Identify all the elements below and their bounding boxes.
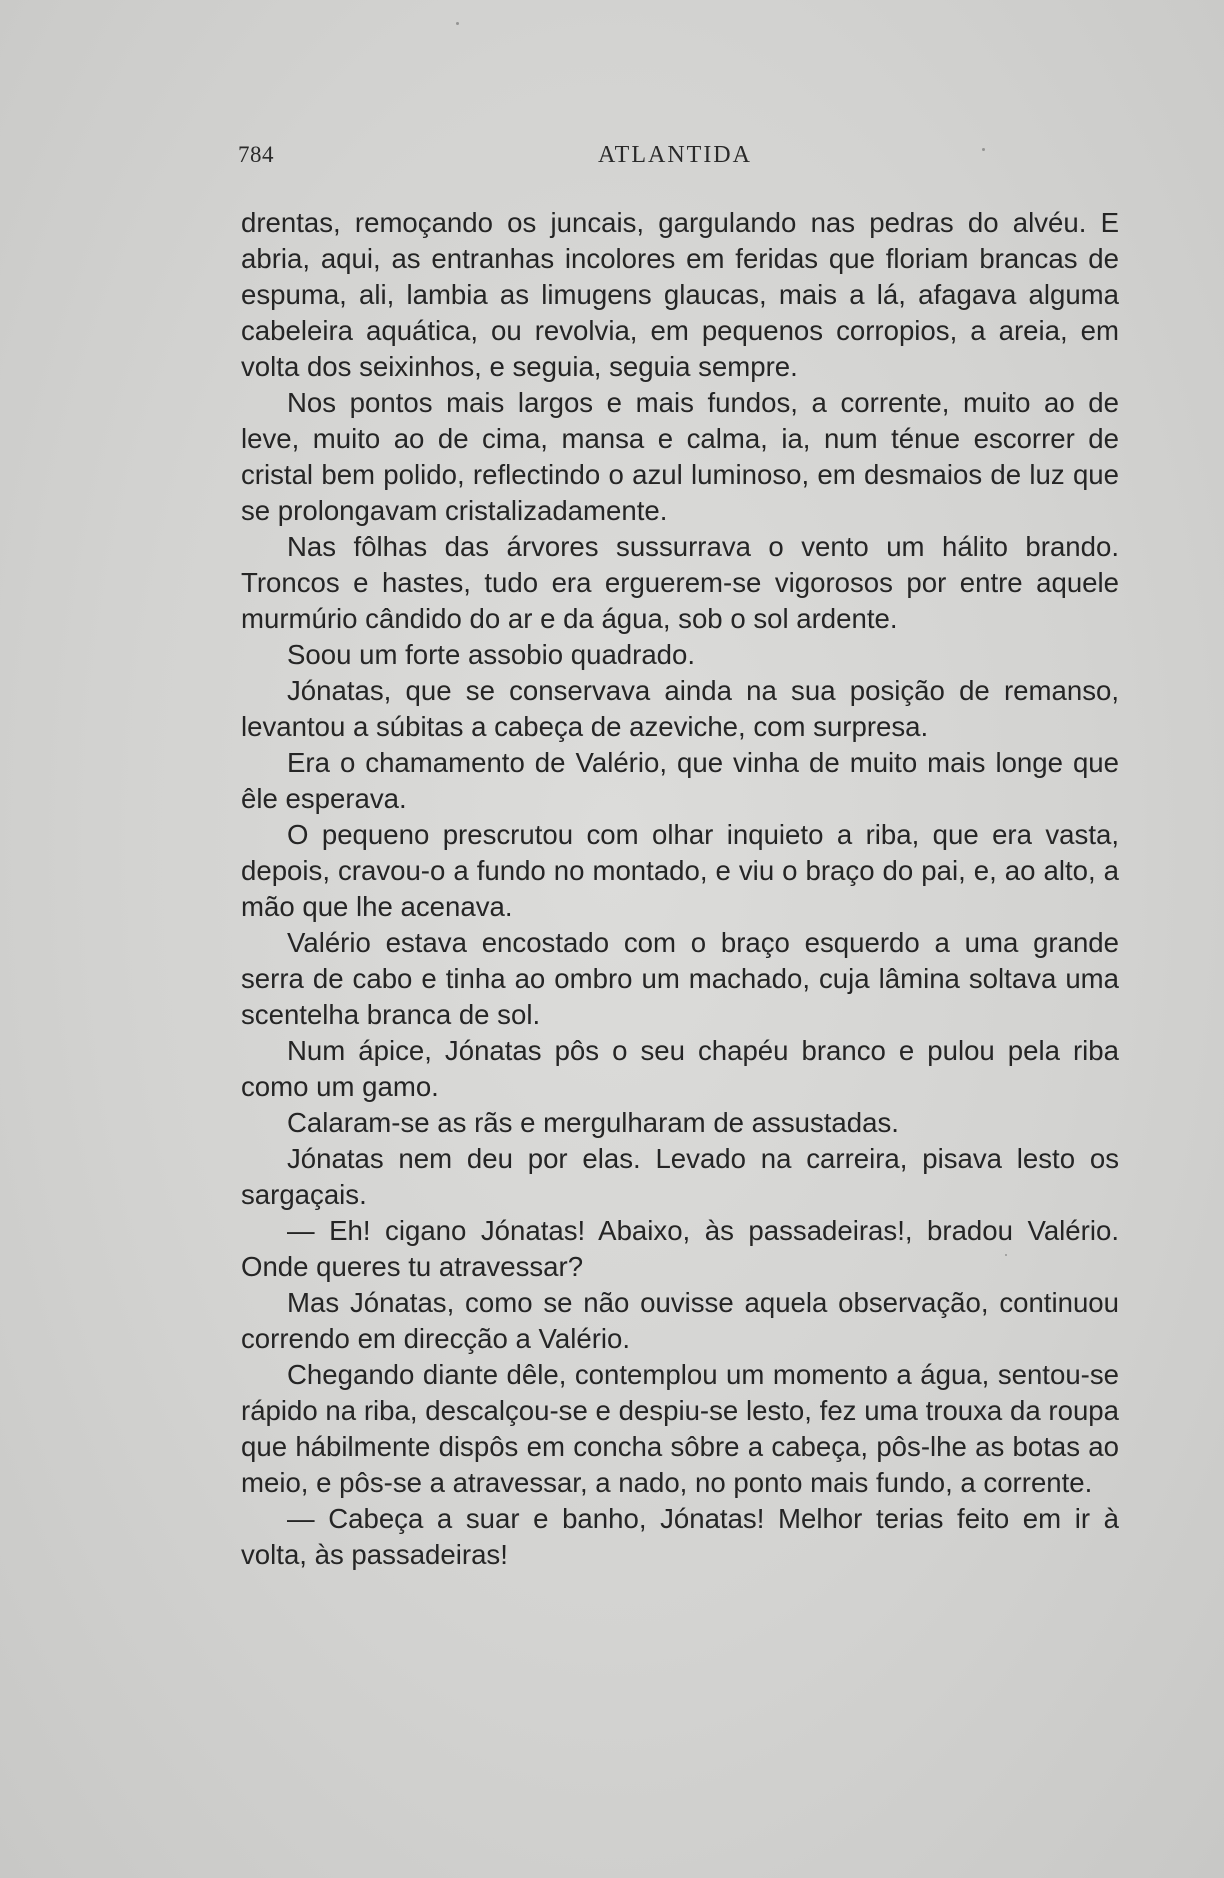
paragraph: Calaram-se as rãs e mergulharam de assustadas. <box>287 1107 899 1138</box>
paragraph: drentas, remoçando os juncais, gargulando nas pedras do alvéu. E abria, aqui, as entranhas incolores em feridas que floriam brancas de espuma, ali, lambia as limugens glaucas, mais a lá, afagava alguma cabeleira aquática, ou revolvia, em pequenos corropios, a areia, em volta dos seixinhos, e seguia, seguia sempre. <box>241 207 1119 382</box>
scan-speck <box>982 148 985 151</box>
paragraph: Chegando diante dêle, contemplou um momento a água, sentou-se rápido na riba, descalçou-se e despiu-se lesto, fez uma trouxa da roupa que hábilmente dispôs em concha sôbre a cabeça, pôs-lhe as botas ao meio, e pôs-se a atravessar, a nado, no ponto mais fundo, a corrente. <box>241 1359 1119 1498</box>
page-header <box>238 142 1106 176</box>
paragraph: Era o chamamento de Valério, que vinha de muito mais longe que êle esperava. <box>241 747 1119 814</box>
paragraph: Mas Jónatas, como se não ouvisse aquela observação, continuou correndo em direcção a Valério. <box>241 1287 1119 1354</box>
running-title: ATLANTIDA <box>598 142 752 168</box>
paragraph: O pequeno prescrutou com olhar inquieto a riba, que era vasta, depois, cravou-o a fundo no montado, e viu o braço do pai, e, ao alto, a mão que lhe acenava. <box>241 819 1119 922</box>
paragraph: Nas fôlhas das árvores sussurrava o vento um hálito brando. Troncos e hastes, tudo era erguerem-se vigorosos por entre aquele murmúrio cândido do ar e da água, sob o sol ardente. <box>241 531 1119 634</box>
paragraph: — Cabeça a suar e banho, Jónatas! Melhor terias feito em ir à volta, às passadeiras! <box>241 1503 1119 1570</box>
scan-speck <box>456 22 459 25</box>
paragraph: Num ápice, Jónatas pôs o seu chapéu branco e pulou pela riba como um gamo. <box>241 1035 1119 1102</box>
paragraph: Valério estava encostado com o braço esquerdo a uma grande serra de cabo e tinha ao ombro um machado, cuja lâmina soltava uma scentelha branca de sol. <box>241 927 1119 1030</box>
paragraph: Nos pontos mais largos e mais fundos, a corrente, muito ao de leve, muito ao de cima, mansa e calma, ia, num ténue escorrer de cristal bem polido, reflectindo o azul luminoso, em desmaios de luz que se prolongavam cristalizadamente. <box>241 387 1119 526</box>
page-number: 784 <box>238 142 274 167</box>
paragraph: — Eh! cigano Jónatas! Abaixo, às passadeiras!, bradou Valério. Onde queres tu atravessar? <box>241 1215 1119 1282</box>
paragraph: Jónatas, que se conservava ainda na sua posição de remanso, levantou a súbitas a cabeça de azeviche, com surpresa. <box>241 675 1119 742</box>
paragraph: Soou um forte assobio quadrado. <box>287 639 696 670</box>
paragraph: Jónatas nem deu por elas. Levado na carreira, pisava lesto os sargaçais. <box>241 1143 1119 1210</box>
scan-speck <box>1005 1254 1007 1256</box>
body-text <box>241 205 1119 1573</box>
